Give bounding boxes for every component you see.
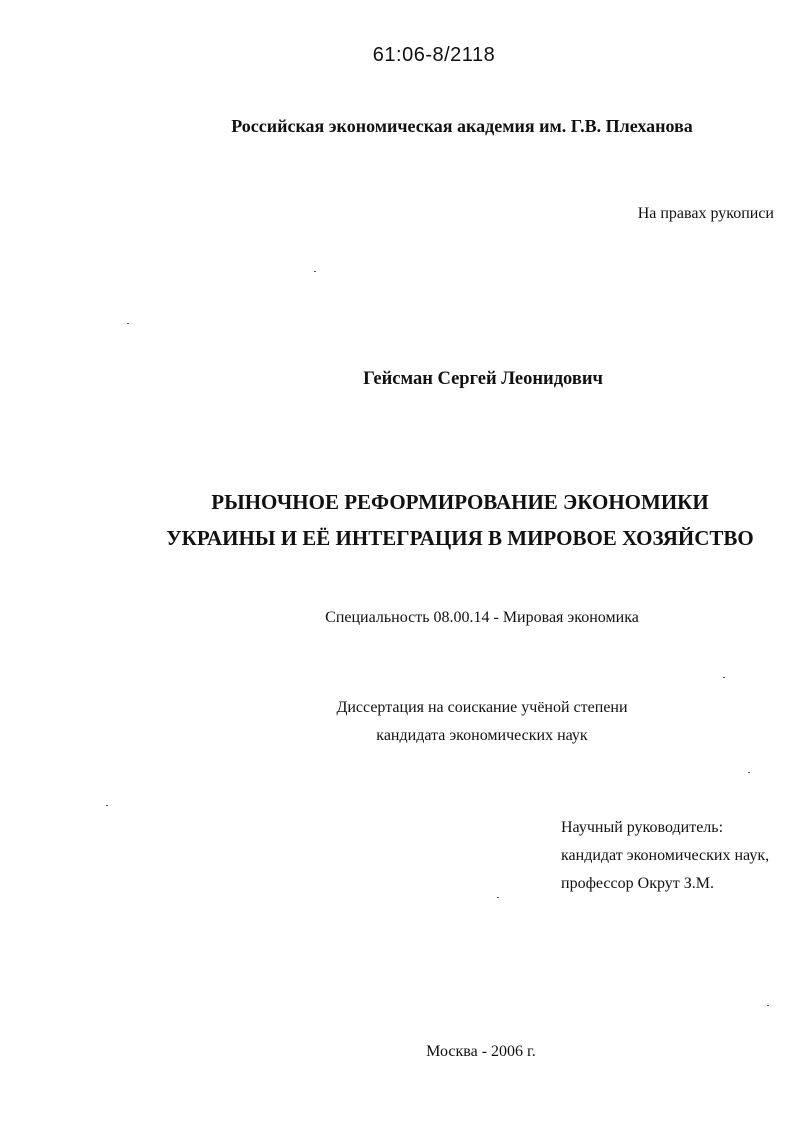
author-name: Гейсман Сергей Леонидович [363,369,603,389]
scan-speck [127,323,129,324]
degree-line-1: Диссертация на соискание учёной степени [336,699,628,716]
supervisor-name: профессор Окрут З.М. [561,875,714,892]
rights-note: На правах рукописи [637,205,774,222]
title-line-1: РЫНОЧНОЕ РЕФОРМИРОВАНИЕ ЭКОНОМИКИ [211,490,709,514]
specialty: Специальность 08.00.14 - Мировая экономика [325,609,639,626]
scan-speck [497,897,499,898]
dissertation-title [0,484,800,556]
degree-statement [0,694,800,750]
archive-stamp: 61:06-8/2118 [372,44,496,66]
degree-line-2: кандидата экономических наук [376,727,588,744]
scan-speck [723,677,725,678]
supervisor-block [561,814,769,898]
scan-speck [106,805,108,806]
supervisor-label: Научный руководитель: [561,819,724,836]
city-year: Москва - 2006 г. [426,1043,536,1060]
scan-speck [314,271,316,272]
title-line-2: УКРАИНЫ И ЕЁ ИНТЕГРАЦИЯ В МИРОВОЕ ХОЗЯЙСТВО [166,526,754,550]
institution-name: Российская экономическая академия им. Г.В. Плеханова [231,116,693,136]
supervisor-degree: кандидат экономических наук, [561,847,770,864]
scan-speck [767,1005,769,1006]
scan-speck [748,772,750,773]
